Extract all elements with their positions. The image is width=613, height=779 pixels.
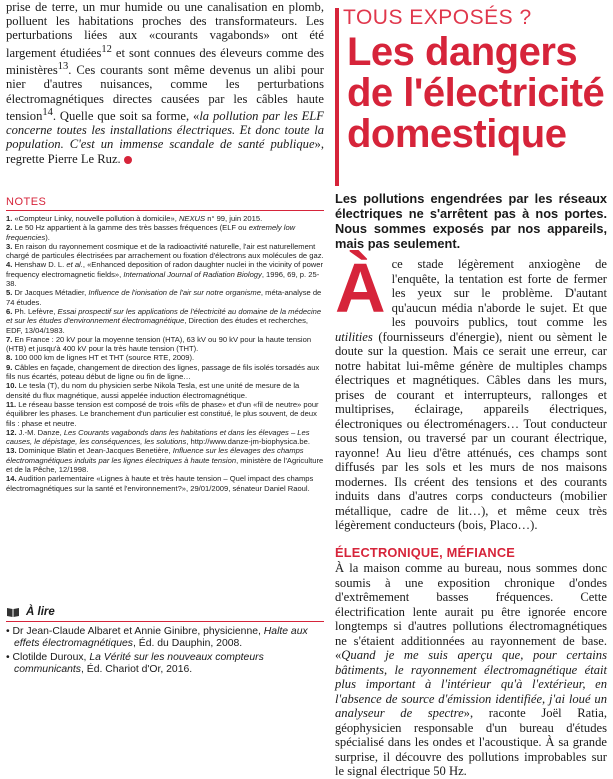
note-item: 6. Ph. Lefèvre, Essai prospectif sur les applications de l'électricité au domaine de la médecine et sur les études d'environnement électromagnétique, Direction des études et recherches, EDF, 13/04/1983. <box>6 306 322 335</box>
notes-title: NOTES <box>6 196 47 208</box>
headline-line-1: Les dangers <box>347 30 578 74</box>
note-item: 8. 100 000 km de lignes HT et THT (source RTE, 2009). <box>6 353 195 363</box>
note-item: 4. Henshaw D. L. et al., «Enhanced deposition of radon daughter nuclei in the vicinity of power frequency electromagnetic fields», International Journal of Radiation Biology, 1996, 69, p. 25-38. <box>6 260 324 289</box>
reading-item: • Dr Jean-Claude Albaret et Annie Ginibre, physicienne, Halte aux effets électromagnétiques, Éd. du Dauphin, 2008. <box>6 626 308 650</box>
body-paragraph-1: ce stade légèrement anxiogène de l'enquête, la tentation est forte de fermer les yeux sur le problème. D'autant qu'aucun média n'aborde le sujet. Et que les pouvoirs publics, tout comme les utilities (fournisseurs d'énergie), nient ou sèment le doute sur la question. Mais ce serait une erreur, car notre habitat lui-même génère de multiples champs électriques et magnétiques. Câbles dans les murs, prises de courant et interrupteurs, rallonges et multiprises, éclairage, appareils électriques, électroniques ou électroménagers… Tout conducteur sous tension, ou traversé par un courant électrique, rayonne! Au lieu d'être atténués, ces champs sont diffusés par les sols et les murs de nos maisons modernes. Ils créent des tensions et des courants induits dans d'autres corps conducteurs (mobilier métallique, cadre de lit…), et même ceux très légèrement conducteurs (bois, Placo…). <box>335 257 607 532</box>
note-item: 14. Audition parlementaire «Lignes à haute et très haute tension – Quel impact des champs électromagnétiques sur la santé et l'environnement?», 29/01/2009, sénateur Daniel Raoul. <box>6 474 314 493</box>
intro-text <box>6 0 324 166</box>
body-paragraph-2: À la maison comme au bureau, nous sommes donc soumis à une exposition chronique d'ondes d'extrêmement basses fréquences. Cette électrification lente aurait pu être ignorée encore longtemps si d'autres pollutions électromagnétiques ne s'étaient additionnées au rayonnement de base. «Quand je me suis aperçu que, pour certains bâtiments, le rayonnement électromagnétique était plus important à l'intérieur qu'à l'extérieur, en l'absence de source d'émission identifiée, j'ai loué un analyseur de spectre», raconte Joël Ratia, géophysicien responsable d'un bureau d'études spécialisé dans les ondes et l'acoustique. À sa grande surprise, il découvre des pollutions improbables sur le signal électrique 50 Hz. <box>335 561 607 778</box>
left-column <box>6 0 326 750</box>
drop-cap: À <box>335 249 386 327</box>
note-item: 10. Le tesla (T), du nom du physicien serbe Nikola Tesla, est une unité de mesure de la densité du flux magnétique, aussi appelée induction électromagnétique. <box>6 381 300 400</box>
note-item: 5. Dr Jacques Métadier, Influence de l'ionisation de l'air sur notre organisme, méta-analyse de 74 études. <box>6 288 322 307</box>
accent-bar <box>335 8 339 186</box>
note-item: 9. Câbles en façade, changement de direction des lignes, passage de fils isolés torsadés aux fils nus écartés, poteau début de ligne ou fin de ligne… <box>6 362 320 382</box>
note-item: 3. En raison du rayonnement cosmique et de la radioactivité naturelle, l'air est naturellement chargé de particules électrisées par arrachement ou fixation d'électrons aux molécules de gaz. <box>6 241 324 261</box>
note-item: 13. Dominique Blatin et Jean-Jacques Benetière, Influence sur les élevages des champs électromagnétiques induits par les lignes électriques à haute tension, ministère de l'Agriculture et de la Pêche, 12/1998. <box>6 446 324 475</box>
notes-section <box>6 196 324 493</box>
headline-line-2: de l'électricité <box>347 71 605 115</box>
intro-paragraph: prise de terre, un mur humide ou une canalisation en plomb, polluent les habitations proches des transformateurs. Les perturbations liées aux «courants vagabonds» ont été largement étudiées$^{12}$ et sont connues des éleveurs comme des ministères$^{13}$. Ces courants sont même devenus un alibi pour nier d'autres nuisances, comme les perturbations électromagnétiques directes causées par les câbles haute tension$^{14}$. Quelle que soit sa forme, «la pollution par les ELF concerne toutes les installations électriques. Et donc toute la population. C'est un immense scandale de santé publique», regrette Pierre Le Ruz. <box>6 0 324 166</box>
note-item: 11. Le réseau basse tension est composé de trois «fils de phase» et d'un «fil de neutre» pour équilibrer les phases. Le branchement d'un particulier est constitué, le plus souvent, de deux fils : phase et neutre. <box>6 399 319 428</box>
lead-paragraph: Les pollutions engendrées par les réseaux électriques ne s'arrêtent pas à nos portes. Nous sommes exposés par nos appareils, mais pas seulement. <box>335 191 607 251</box>
alire-header <box>6 606 324 618</box>
kicker: TOUS EXPOSÉS ? <box>343 6 532 29</box>
end-dot-icon <box>124 156 132 164</box>
book-icon <box>6 607 20 618</box>
alire-divider <box>6 621 324 622</box>
alire-section <box>6 606 324 678</box>
note-item: 1. «Compteur Linky, nouvelle pollution à domicile», NEXUS n° 99, juin 2015. <box>6 214 263 223</box>
note-item: 2. Le 50 Hz appartient à la gamme des très basses fréquences (ELF ou extremely low frequencies). <box>6 223 296 242</box>
reading-item: • Clotilde Duroux, La Vérité sur les nouveaux compteurs communicants, Éd. Chariot d'Or, 2016. <box>6 651 264 676</box>
article-body <box>335 249 607 779</box>
notes-divider <box>6 210 324 211</box>
right-column <box>335 0 607 778</box>
headline-line-3: domestique <box>347 112 567 156</box>
note-item: 7. En France : 20 kV pour la moyenne tension (HTA), 63 kV ou 90 kV pour la haute tension (HTB) et jusqu'à 400 kV pour la très haute tension (THT). <box>6 334 312 354</box>
subheading: ÉLECTRONIQUE, MÉFIANCE <box>335 544 516 560</box>
headline <box>347 32 607 155</box>
alire-list <box>6 626 324 677</box>
note-item: 12. J.-M. Danze, Les Courants vagabonds dans les habitations et dans les élevages – Les causes, le dépistage, les conséquences, les solutions, http://www.danze-jm-biophysica.be. <box>6 427 310 447</box>
alire-title: À lire <box>26 606 55 618</box>
notes-list <box>6 214 324 493</box>
